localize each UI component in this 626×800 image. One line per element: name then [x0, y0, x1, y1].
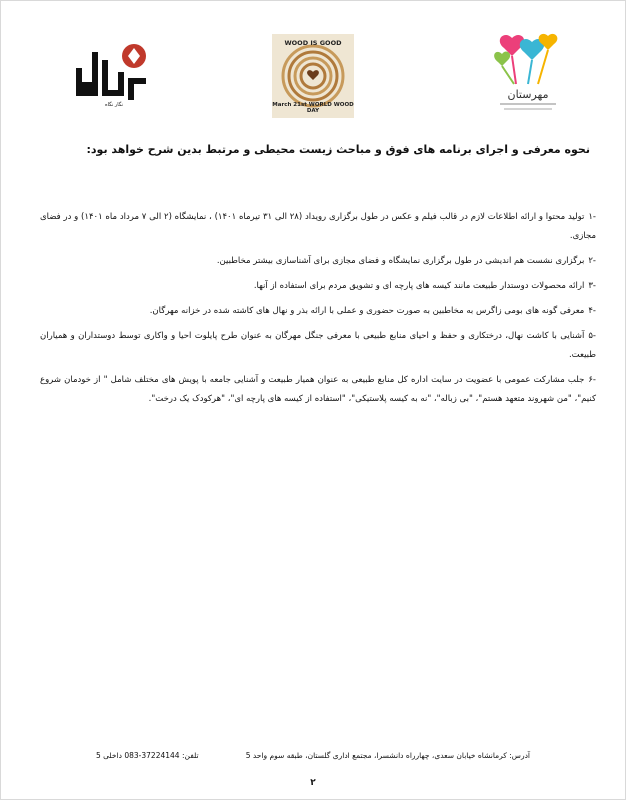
- list-item-text: ارائه محصولات دوستدار طبیعت مانند کیسه های پارچه ای و تشویق مردم برای استفاده از آنها.: [253, 281, 585, 291]
- list-item: [40, 252, 596, 271]
- list-item-number: -۵: [588, 331, 596, 341]
- list-item: [40, 277, 596, 296]
- list-item: [40, 327, 596, 365]
- list-item: [40, 371, 596, 409]
- list-item-text: برگزاری نشست هم اندیشی در طول برگزاری نمایشگاه و فضای مجازی برای آشناسازی بیشتر مخاطبین.: [216, 256, 585, 266]
- list-item-number: -۴: [588, 306, 596, 316]
- mehrestan-logo: [492, 32, 564, 118]
- world-wood-day-bottom-text: March 21st WORLD WOOD DAY: [272, 102, 354, 114]
- list-item-text: آشنایی با کاشت نهال، درختکاری و حفظ و احیای منابع طبیعی با معرفی جنگل مهرگان به عنوان طرح پایلوت احیا و واکاری توسط دوستداران و همیاران طبیعت.: [40, 331, 596, 360]
- mehrestan-logo-text: مهرستان: [507, 88, 549, 101]
- footer-address: آدرس: کرمانشاه خیابان سعدی، چهارراه دانشسرا، مجتمع اداری گلستان، طبقه سوم واحد 5: [245, 751, 530, 760]
- world-wood-day-top-text: WOOD IS GOOD: [284, 39, 342, 47]
- world-wood-day-logo: [272, 34, 354, 118]
- program-list: [40, 208, 596, 415]
- list-item-number: -۳: [588, 281, 596, 291]
- list-item-number: -۱: [588, 212, 596, 222]
- list-item-number: -۶: [588, 375, 596, 385]
- negar-negah-logo-text: نگار نگاه: [105, 102, 123, 108]
- document-heading: نحوه معرفی و اجرای برنامه های فوق و مباحث زیست محیطی و مرتبط بدین شرح خواهد بود:: [86, 143, 590, 156]
- list-item-text: تولید محتوا و ارائه اطلاعات لازم در قالب فیلم و عکس در طول برگزاری رویداد (۲۸ الی ۳۱ تیرماه ۱۴۰۱) ، نمایشگاه (۲ الی ۷ مرداد ماه ۱۴۰۱) و در فضای مجازی.: [40, 212, 596, 241]
- list-item-text: معرفی گونه های بومی زاگرس به مخاطبین به صورت حضوری و عملی با ارائه بذر و نهال های کاشته شده در خزانه مهرگان.: [149, 306, 585, 316]
- page-number: ۲: [310, 778, 316, 788]
- list-item: [40, 208, 596, 246]
- footer-phone: تلفن: 37224144-083 داخلی 5: [96, 751, 199, 760]
- list-item: [40, 302, 596, 321]
- list-item-number: -۲: [588, 256, 596, 266]
- list-item-text: جلب مشارکت عمومی با عضویت در سایت اداره کل منابع طبیعی به عنوان همیار طبیعت و آشنایی جامعه با پویش های مختلف شامل " از خودمان شروع کنیم"، "من شهروند متعهد هستم"، "بی زباله"، "نه به کیسه پلاستیکی"، "استفاده از کیسه های پارچه ای"، "هرکودک یک درخت".: [40, 375, 596, 404]
- negar-negah-logo: [72, 38, 156, 108]
